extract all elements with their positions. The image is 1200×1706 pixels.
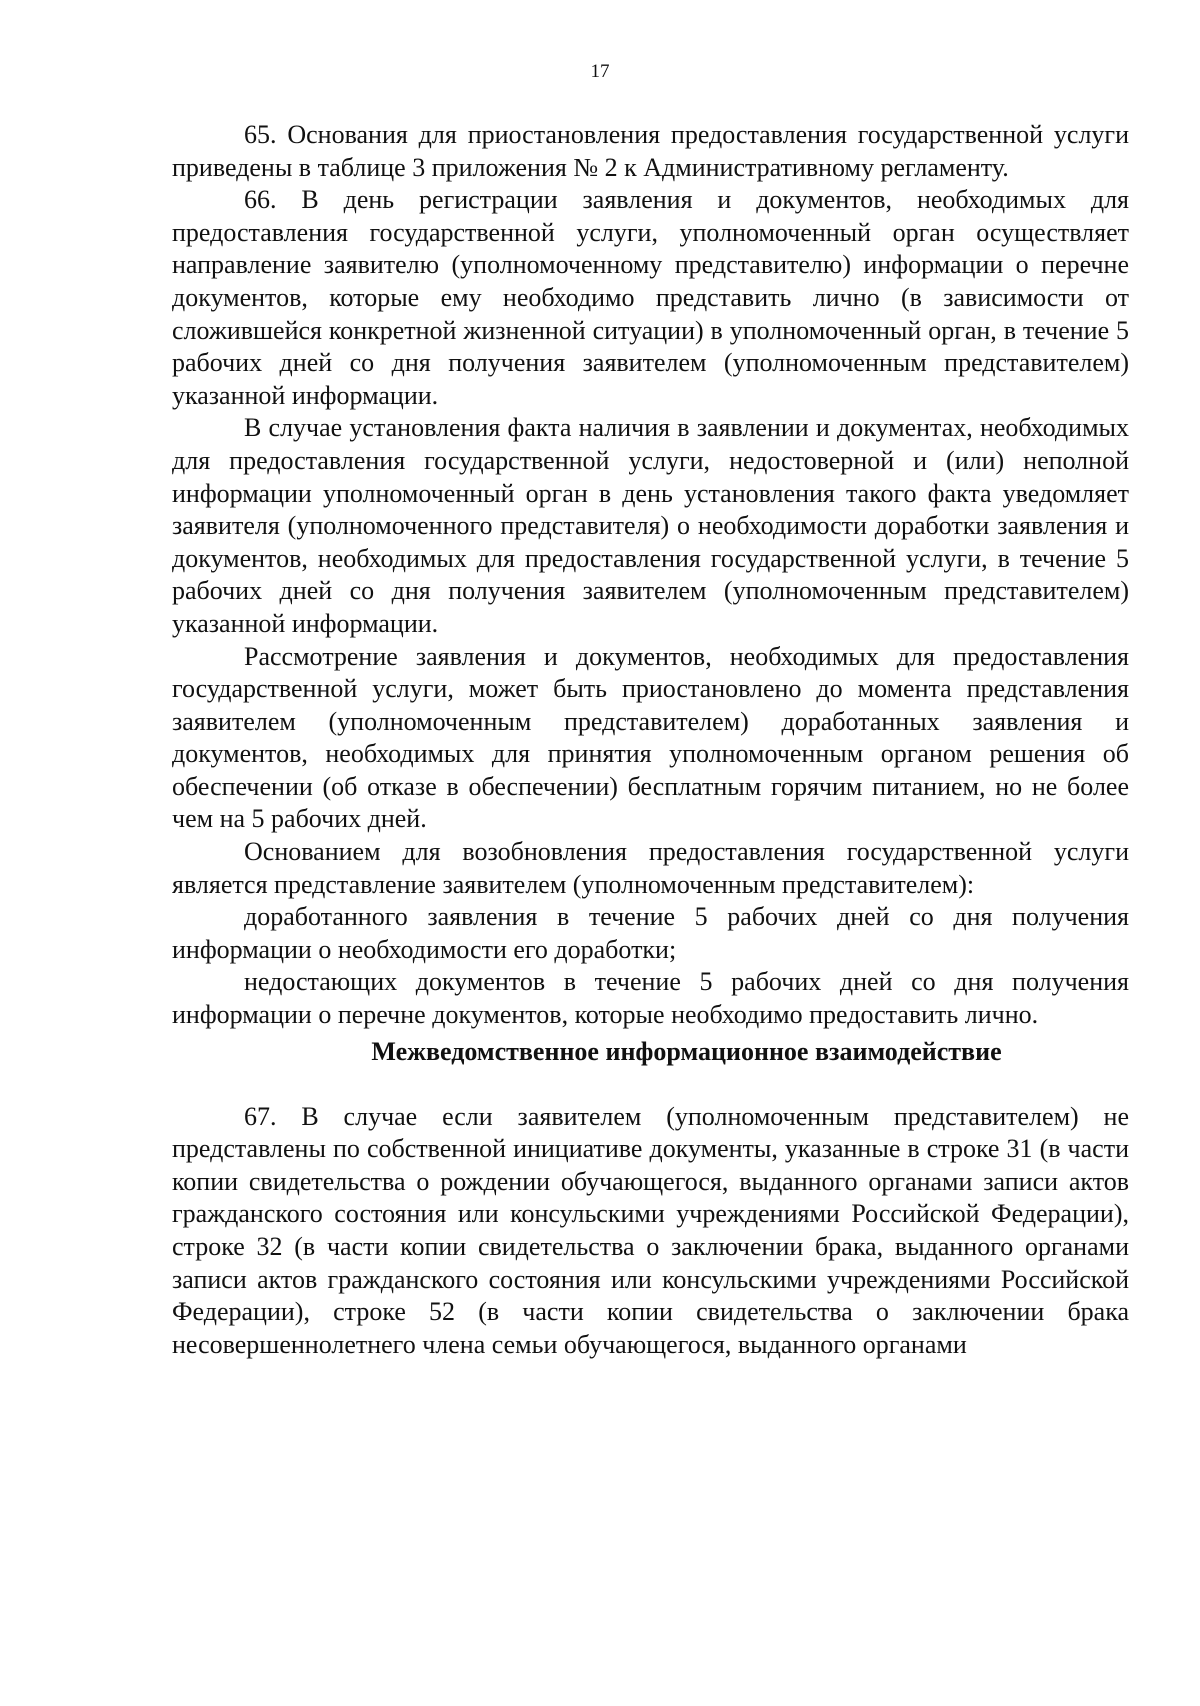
paragraph-66-incomplete-info: В случае установления факта наличия в заявлении и документах, необходимых для предоставления государственной услуги, недостоверной и (или) неполной информации уполномоченный орган в день установления такого факта уведомляет заявителя (уполномоченного представителя) о необходимости доработки заявления и документов, необходимых для предоставления государственной услуги, в течение 5 рабочих дней со дня получения заявителем (уполномоченным представителем) указанной информации.: [172, 413, 1129, 638]
paragraph-65: 65. Основания для приостановления предоставления государственной услуги приведены в таблице 3 приложения № 2 к Административному регламенту.: [172, 120, 1129, 182]
paragraph-66-resumption-basis: Основанием для возобновления предоставления государственной услуги является представление заявителем (уполномоченным представителем):: [172, 837, 1129, 899]
paragraph-66: 66. В день регистрации заявления и документов, необходимых для предоставления государственной услуги, уполномоченный орган осуществляет направление заявителю (уполномоченному представителю) информации о перечне документов, которые ему необходимо представить лично (в зависимости от сложившейся конкретной жизненной ситуации) в уполномоченный орган, в течение 5 рабочих дней со дня получения заявителем (уполномоченным представителем) указанной информации.: [172, 185, 1129, 410]
page-number: 17: [590, 61, 610, 82]
resumption-item-revised-application: доработанного заявления в течение 5 рабочих дней со дня получения информации о необходимости его доработки;: [172, 902, 1129, 964]
paragraph-67: 67. В случае если заявителем (уполномоченным представителем) не представлены по собственной инициативе документы, указанные в строке 31 (в части копии свидетельства о рождении обучающегося, выданного органами записи актов гражданского состояния или консульскими учреждениями Российской Федерации), строке 32 (в части копии свидетельства о заключении брака, выданного органами записи актов гражданского состояния или консульскими учреждениями Российской Федерации), строке 52 (в части копии свидетельства о заключении брака несовершеннолетнего члена семьи обучающегося, выданного органами: [172, 1101, 1129, 1359]
section-heading: Межведомственное информационное взаимодействие: [371, 1036, 1002, 1066]
paragraph-66-review-suspension: Рассмотрение заявления и документов, необходимых для предоставления государственной услуги, может быть приостановлено до момента представления заявителем (уполномоченным представителем) доработанных заявления и документов, необходимых для принятия уполномоченным органом решения об обеспечении (об отказе в обеспечении) бесплатным горячим питанием, но не более чем на 5 рабочих дней.: [172, 641, 1129, 834]
resumption-item-missing-documents: недостающих документов в течение 5 рабочих дней со дня получения информации о перечне документов, которые необходимо предоставить лично.: [172, 967, 1129, 1030]
document-body: [172, 119, 1129, 1361]
